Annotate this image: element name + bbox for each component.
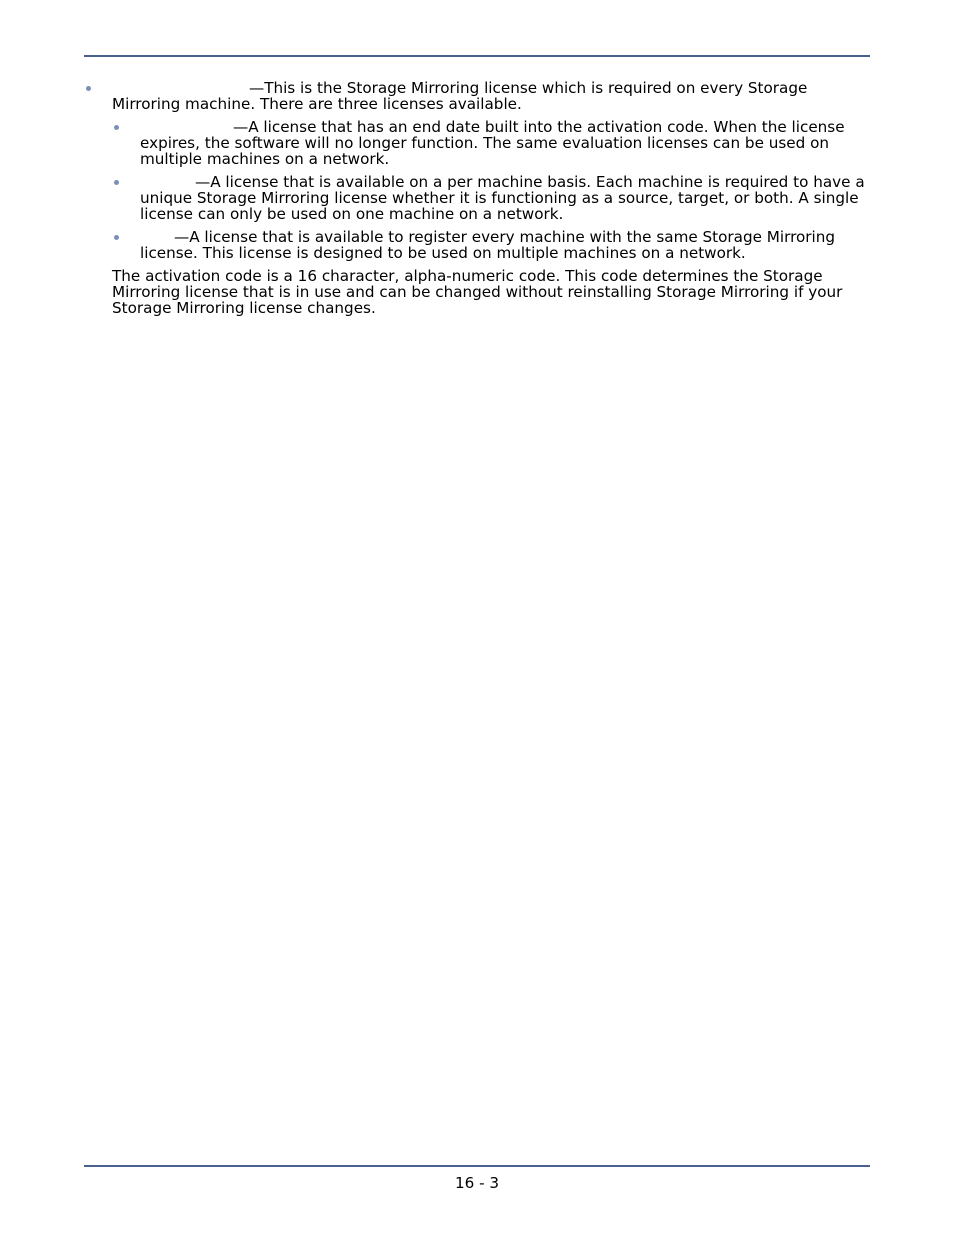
license-sublist bbox=[112, 119, 874, 261]
list-item-license-type bbox=[84, 80, 874, 261]
activation-code-paragraph: The activation code is a 16 character, alpha-numeric code. This code determines the Storage Mirroring license that is in use and can be changed without reinstalling Storage Mirroring if your Storage Mirroring license changes. bbox=[112, 267, 843, 317]
footer-rule bbox=[84, 1165, 870, 1167]
sublist-item-site bbox=[112, 229, 874, 261]
sublist-item-text: —A license that has an end date built into the activation code. When the license expires, the software will no longer function. The same evaluation licenses can be used on multiple machines on a network. bbox=[140, 118, 845, 168]
bullet-icon bbox=[114, 125, 119, 130]
bullet-icon bbox=[114, 180, 119, 185]
list-item-text: —This is the Storage Mirroring license which is required on every Storage Mirroring machine. There are three licenses available. bbox=[112, 79, 808, 113]
sublist-item-text: —A license that is available to register every machine with the same Storage Mirroring license. This license is designed to be used on multiple machines on a network. bbox=[140, 228, 836, 262]
header-rule bbox=[84, 55, 870, 57]
license-list bbox=[84, 80, 874, 261]
sublist-item-single bbox=[112, 174, 874, 222]
sublist-item-evaluation bbox=[112, 119, 874, 167]
bullet-icon bbox=[114, 235, 119, 240]
document-body bbox=[84, 80, 874, 316]
bullet-icon bbox=[86, 86, 91, 91]
sublist-item-text: —A license that is available on a per machine basis. Each machine is required to have a unique Storage Mirroring license whether it is functioning as a source, target, or both. A single license can only be used on one machine on a network. bbox=[140, 173, 865, 223]
page-number: 16 - 3 bbox=[454, 1174, 500, 1192]
